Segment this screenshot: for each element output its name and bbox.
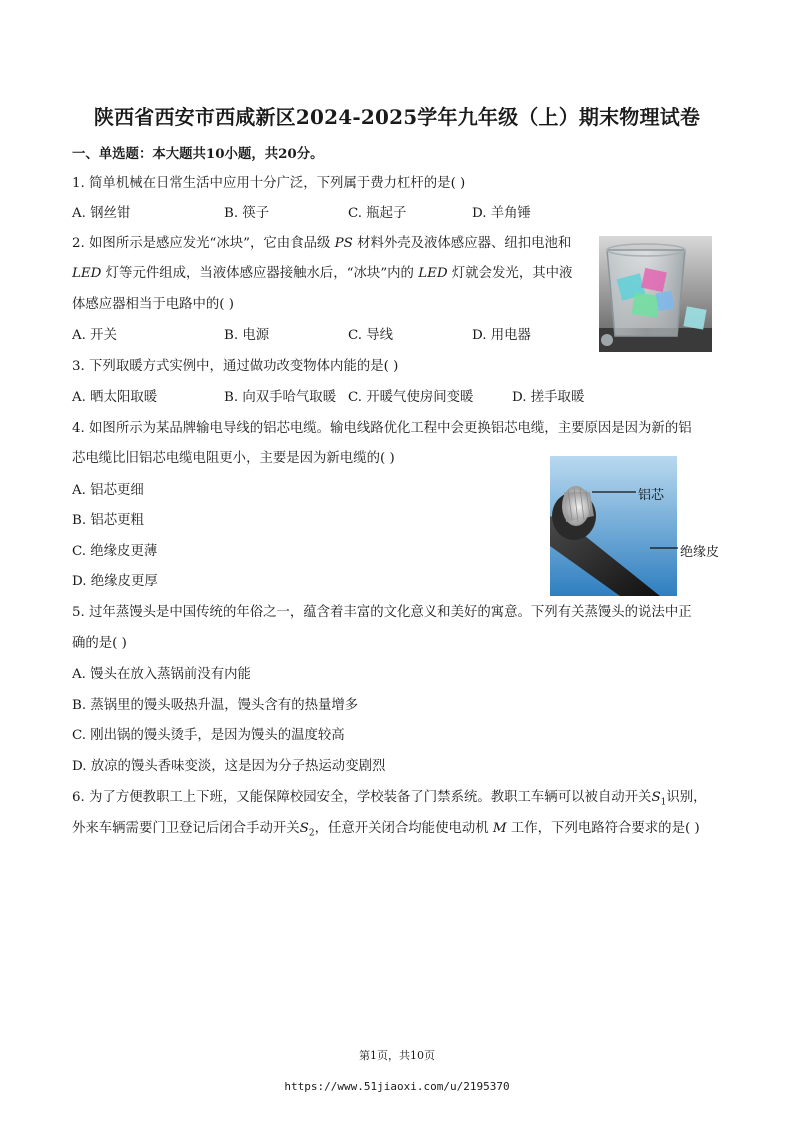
q2-led-term: LED <box>72 266 102 281</box>
aluminum-cable-image <box>550 456 728 596</box>
q2-text: 2. 如图所示是感应发光“冰块”，它由食品级 <box>72 236 335 251</box>
switch-s1-subscript: 1 <box>660 797 667 808</box>
q4-option-c: C. 绝缘皮更薄 <box>72 544 158 559</box>
question-1-stem: 1. 简单机械在日常生活中应用十分广泛，下列属于费力杠杆的是( ) <box>72 176 466 191</box>
ice-cube-glass-image <box>599 236 712 352</box>
q2-ps-term: PS <box>334 236 353 251</box>
q6-text: 工作，下列电路符合要求的是( ) <box>506 821 700 836</box>
q4-option-a: A. 铝芯更细 <box>72 483 144 498</box>
q1-option-a: A. 钢丝钳 <box>72 206 131 221</box>
question-4-line-1: 4. 如图所示为某品牌输电导线的铝芯电缆。输电线路优化工程中会更换铝芯电缆，主要原因是因为新的铝 <box>72 421 692 436</box>
question-2-line-1 <box>72 236 571 252</box>
q1-option-d: D. 羊角锤 <box>472 206 531 221</box>
q2-option-a: A. 开关 <box>72 328 117 343</box>
q2-option-d: D. 用电器 <box>472 328 531 343</box>
q5-option-c: C. 刚出锅的馒头烫手，是因为馒头的温度较高 <box>72 728 345 743</box>
q4-option-d: D. 绝缘皮更厚 <box>72 574 158 589</box>
q1-option-c: C. 瓶起子 <box>348 206 407 221</box>
q2-text: 灯等元件组成，当液体感应器接触水后，“冰块”内的 <box>101 266 419 281</box>
question-6-line-2 <box>72 821 700 842</box>
q2-option-c: C. 导线 <box>348 328 394 343</box>
page-title: 陕西省西安市西咸新区2024-2025学年九年级（上）期末物理试卷 <box>93 105 701 129</box>
q5-option-a: A. 馒头在放入蒸锅前没有内能 <box>72 667 251 682</box>
question-2-line-2 <box>72 266 572 282</box>
q6-text: 外来车辆需要门卫登记后闭合手动开关 <box>72 821 300 836</box>
page-number-footer: 第1页，共10页 <box>359 1049 435 1062</box>
switch-s2-subscript: 2 <box>308 828 315 839</box>
q6-text: 6. 为了方便教职工上下班，又能保障校园安全，学校装备了门禁系统。教职工车辆可以被自动开关 <box>72 790 652 805</box>
question-6-line-1 <box>72 790 707 811</box>
q5-option-d: D. 放凉的馒头香味变淡，这是因为分子热运动变剧烈 <box>72 759 386 774</box>
switch-s1-symbol: S <box>651 790 661 805</box>
switch-s2-symbol: S <box>299 821 309 836</box>
q3-option-d: D. 搓手取暖 <box>512 390 585 405</box>
section-heading: 一、单选题：本大题共10小题，共20分。 <box>72 146 324 162</box>
q3-option-b: B. 向双手哈气取暖 <box>224 390 337 405</box>
cable-core-label: 铝芯 <box>638 488 665 503</box>
question-2-line-3: 体感应器相当于电路中的( ) <box>72 297 235 312</box>
q2-text: 材料外壳及液体感应器、纽扣电池和 <box>352 236 572 251</box>
q2-text: 灯就会发光，其中液 <box>447 266 573 281</box>
source-url[interactable]: https://www.51jiaoxi.com/u/2195370 <box>284 1080 510 1093</box>
q4-option-b: B. 铝芯更粗 <box>72 513 144 528</box>
q6-text: ，任意开关闭合均能使电动机 <box>314 821 493 836</box>
question-5-line-1: 5. 过年蒸馒头是中国传统的年俗之一，蕴含着丰富的文化意义和美好的寓意。下列有关蒸馒头的说法中正 <box>72 605 692 620</box>
q1-option-b: B. 筷子 <box>224 206 270 221</box>
question-3-stem: 3. 下列取暖方式实例中，通过做功改变物体内能的是( ) <box>72 359 399 374</box>
question-4-line-2: 芯电缆比旧铝芯电缆电阻更小，主要是因为新电缆的( ) <box>72 451 395 466</box>
q6-text: 识别， <box>666 790 707 805</box>
q2-led-term: LED <box>418 266 448 281</box>
q2-option-b: B. 电源 <box>224 328 270 343</box>
cable-insulation-label: 绝缘皮 <box>680 545 720 560</box>
q5-option-b: B. 蒸锅里的馒头吸热升温，馒头含有的热量增多 <box>72 698 359 713</box>
question-5-line-2: 确的是( ) <box>72 636 127 651</box>
q3-option-a: A. 晒太阳取暖 <box>72 390 158 405</box>
q3-option-c: C. 开暖气使房间变暖 <box>348 390 474 405</box>
motor-symbol: M <box>492 821 507 836</box>
